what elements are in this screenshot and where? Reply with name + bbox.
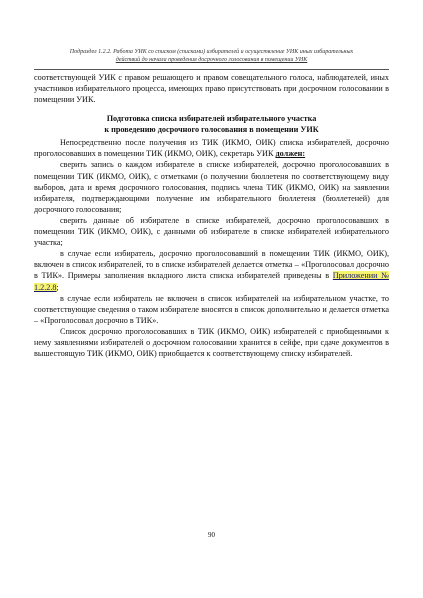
section-heading-line-2: к проведению досрочного голосования в помещении УИК (104, 124, 319, 134)
paragraph-voter-included-text: в случае если избиратель, досрочно проголосовавший в помещении ТИК (ИКМО, ОИК), включен в список избирателей, то в списке избирателей делается отметка – «Проголосовал досрочно в ТИК». Примеры заполнения вкладного листа списка избирателей приведены в (34, 249, 389, 281)
document-body (34, 72, 389, 359)
header-line-2: действий до начала проведения досрочного голосования в помещении УИК (115, 57, 308, 63)
paragraph-list-storage: Список досрочно проголосовавших в ТИК (ИКМО, ОИК) избирателей с приобщенными к нему заявлениями избирателей о досрочном голосовании хранится в сейфе, при сдаче документов в вышестоящую ТИК (ИКМО, ОИК) приобщается к соответствующему списку избирателей. (34, 326, 389, 359)
header-line-1: Подраздел 1.2.2. Работа УИК со списком (списками) избирателей и осуществление УИК иных избирательных (69, 49, 354, 55)
paragraph-secretary (34, 137, 389, 159)
paragraph-voter-included-end: ; (56, 282, 59, 292)
appendix-link[interactable]: Приложении № 1.2.2.8 (34, 271, 389, 292)
paragraph-verify-records: сверить запись о каждом избирателе в списке избирателей, досрочно проголосовавших в помещении ТИК (ИКМО, ОИК), с отметками (о получении бюллетеня по соответствующему виду выборов, дата и время досрочного голосования, подпись члена ТИК (ИКМО, ОИК) на заявлении избирателя, подтверждающими получение им избирательного бюллетеня (бюллетеней) для досрочного голосования; (34, 160, 389, 214)
page-number: 90 (208, 531, 215, 539)
paragraph-secretary-text: Непосредственно после получения из ТИК (ИКМО, ОИК) списка избирателей, досрочно проголосовавших в помещении ТИК (ИКМО, ОИК), секретарь УИК (34, 138, 389, 159)
header-divider (34, 69, 389, 70)
paragraph-voter-included (34, 248, 389, 292)
paragraph-voter-not-included: в случае если избиратель не включен в список избирателей на избирательном участке, то соответствующие сведения о таком избирателе вносятся в список дополнительно и делается отметка – «Проголосовал досрочно в ТИК». (34, 293, 389, 325)
section-heading-line-1: Подготовка списка избирателей избирательного участка (106, 114, 317, 124)
must-label: должен: (275, 149, 306, 159)
paragraph-verify-data: сверить данные об избирателе в списке избирателей, досрочно проголосовавших в помещении ТИК (ИКМО, ОИК), с данными об избирателе в списке избирателей избирательного участка; (34, 215, 389, 248)
page-header (34, 48, 389, 64)
section-heading (34, 114, 389, 135)
paragraph-continuation: соответствующей УИК с правом решающего и правом совещательного голоса, наблюдателей, иных участников избирательного процесса, имеющих право присутствовать при досрочном голосовании в помещении УИК. (34, 73, 389, 105)
